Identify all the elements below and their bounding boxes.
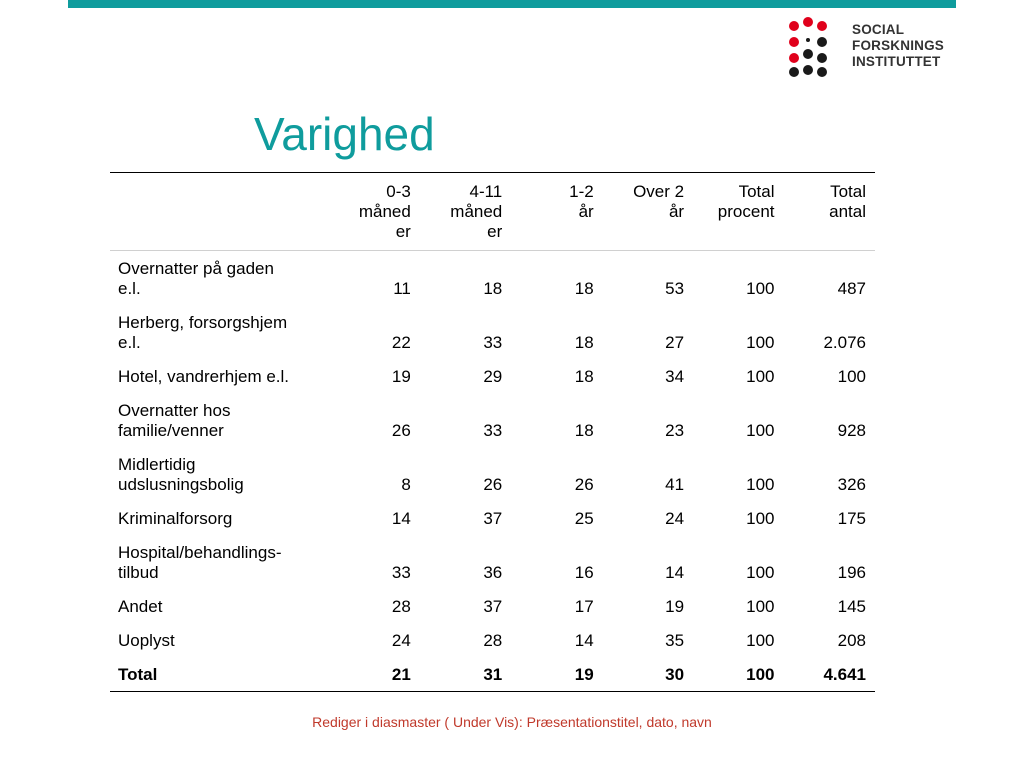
table-cell: 24: [391, 631, 411, 650]
total-cell: 21: [391, 665, 411, 684]
table-cell: 23: [665, 421, 685, 440]
table-cell: 36: [483, 563, 503, 582]
table-cell: 100: [746, 631, 775, 650]
header-cell: [693, 173, 783, 251]
table-cell: 26: [574, 475, 594, 494]
table-cell: 100: [746, 279, 775, 298]
table-cell: 14: [391, 509, 411, 528]
table-cell: 100: [746, 597, 775, 616]
table-cell: 27: [665, 333, 685, 352]
row-label-line: Herberg, forsorgshjem: [118, 313, 288, 332]
table-row: [110, 589, 875, 623]
table-cell: 37: [483, 509, 503, 528]
table-row: [110, 393, 875, 447]
table-row: [110, 623, 875, 657]
table-cell: 928: [837, 421, 866, 440]
total-row: [110, 657, 875, 692]
slide-footer: Rediger i diasmaster ( Under Vis): Præsentationstitel, dato, navn: [312, 714, 712, 730]
header-line: år: [578, 202, 594, 221]
row-label: [110, 393, 328, 447]
table-cell: 41: [665, 475, 685, 494]
sfi-logo: [782, 16, 962, 86]
table-cell: 22: [391, 333, 411, 352]
total-cell: 4.641: [823, 665, 866, 684]
row-label: [110, 589, 328, 623]
table-cell: 53: [665, 279, 685, 298]
total-cell: 31: [483, 665, 503, 684]
table-cell: 16: [574, 563, 594, 582]
row-label-line: tilbud: [118, 563, 159, 582]
table-cell: 2.076: [823, 333, 866, 352]
table-cell: 26: [483, 475, 503, 494]
table-cell: 14: [574, 631, 594, 650]
row-label-line: Midlertidig: [118, 455, 196, 474]
table-cell: 28: [391, 597, 411, 616]
table-cell: 26: [391, 421, 411, 440]
header-line: antal: [829, 202, 866, 221]
header-cell: [784, 173, 876, 251]
table-cell: 33: [483, 333, 503, 352]
table-cell: 208: [837, 631, 866, 650]
table-cell: 100: [746, 563, 775, 582]
row-label-line: Hotel, vandrerhjem e.l.: [118, 367, 290, 386]
row-label: [110, 535, 328, 589]
table-header-row: [110, 173, 875, 251]
total-label: Total: [118, 665, 158, 684]
table-cell: 11: [393, 279, 411, 298]
row-label-line: Uoplyst: [118, 631, 175, 650]
row-label-line: Overnatter på gaden: [118, 259, 274, 278]
header-cell-empty: [110, 173, 328, 251]
header-cell: [328, 173, 419, 251]
table-cell: 33: [483, 421, 503, 440]
table-row: [110, 359, 875, 393]
header-line: er: [487, 222, 503, 241]
row-label-line: familie/venner: [118, 421, 224, 440]
header-line: Over 2: [633, 182, 685, 201]
table-cell: 100: [746, 509, 775, 528]
table-cell: 100: [837, 367, 866, 386]
header-line: 4-11: [469, 182, 503, 201]
table-cell: 37: [483, 597, 503, 616]
row-label: [110, 359, 328, 393]
table-row: [110, 501, 875, 535]
table-cell: 196: [837, 563, 866, 582]
slide-title: Varighed: [254, 108, 435, 160]
table-row: [110, 535, 875, 589]
table-cell: 145: [837, 597, 866, 616]
table-body: [110, 251, 875, 692]
logo-line-2: FORSKNINGS: [852, 38, 945, 53]
total-cell: 30: [665, 665, 685, 684]
table-cell: 29: [483, 367, 503, 386]
table-cell: 33: [391, 563, 411, 582]
table-cell: 100: [746, 475, 775, 494]
header-line: måned: [358, 202, 411, 221]
table-cell: 34: [665, 367, 685, 386]
row-label-line: Hospital/behandlings-: [118, 543, 282, 562]
header-line: år: [668, 202, 685, 221]
table-cell: 175: [837, 509, 866, 528]
row-label: [110, 305, 328, 359]
header-line: er: [395, 222, 411, 241]
table-cell: 18: [574, 333, 594, 352]
row-label-line: Overnatter hos: [118, 401, 231, 420]
table-cell: 28: [483, 631, 503, 650]
table-cell: 14: [665, 563, 685, 582]
table-cell: 24: [665, 509, 685, 528]
duration-table: [110, 172, 875, 692]
header-cell: [603, 173, 693, 251]
total-cell: 19: [574, 665, 594, 684]
table-cell: 18: [574, 279, 594, 298]
header-line: Total: [738, 182, 775, 201]
row-label-line: Andet: [118, 597, 163, 616]
row-label: [110, 447, 328, 501]
table-cell: 17: [574, 597, 594, 616]
table-cell: 100: [746, 367, 775, 386]
logo-line-3: INSTITUTTET: [852, 54, 941, 69]
row-label-line: e.l.: [118, 333, 141, 352]
header-cell: [420, 173, 511, 251]
sfi-logo-dots-icon: [782, 16, 842, 82]
top-accent-bar: [68, 0, 956, 8]
total-cell: 100: [746, 665, 775, 684]
table-row: [110, 251, 875, 306]
header-line: 1-2: [569, 182, 594, 201]
table-cell: 100: [746, 421, 775, 440]
header-line: Total: [830, 182, 866, 201]
table-row: [110, 447, 875, 501]
table-cell: 25: [574, 509, 594, 528]
header-cell: [511, 173, 602, 251]
row-label-line: Kriminalforsorg: [118, 509, 233, 528]
row-label: [110, 251, 328, 306]
header-line: 0-3: [386, 182, 411, 201]
row-label-line: e.l.: [118, 279, 141, 298]
logo-line-1: SOCIAL: [852, 22, 905, 37]
table-cell: 35: [665, 631, 685, 650]
table-cell: 18: [574, 367, 594, 386]
table-cell: 487: [837, 279, 866, 298]
row-label-line: udslusningsbolig: [118, 475, 244, 494]
sfi-logo-wordmark: [852, 22, 944, 70]
table-cell: 18: [574, 421, 594, 440]
table-cell: 8: [401, 475, 411, 494]
header-line: procent: [717, 202, 775, 221]
table-cell: 18: [483, 279, 503, 298]
table-cell: 19: [665, 597, 685, 616]
table-row: [110, 305, 875, 359]
header-line: måned: [450, 202, 503, 221]
row-label: [110, 501, 328, 535]
table-cell: 100: [746, 333, 775, 352]
row-label: [110, 623, 328, 657]
table-cell: 326: [837, 475, 866, 494]
table-cell: 19: [391, 367, 411, 386]
